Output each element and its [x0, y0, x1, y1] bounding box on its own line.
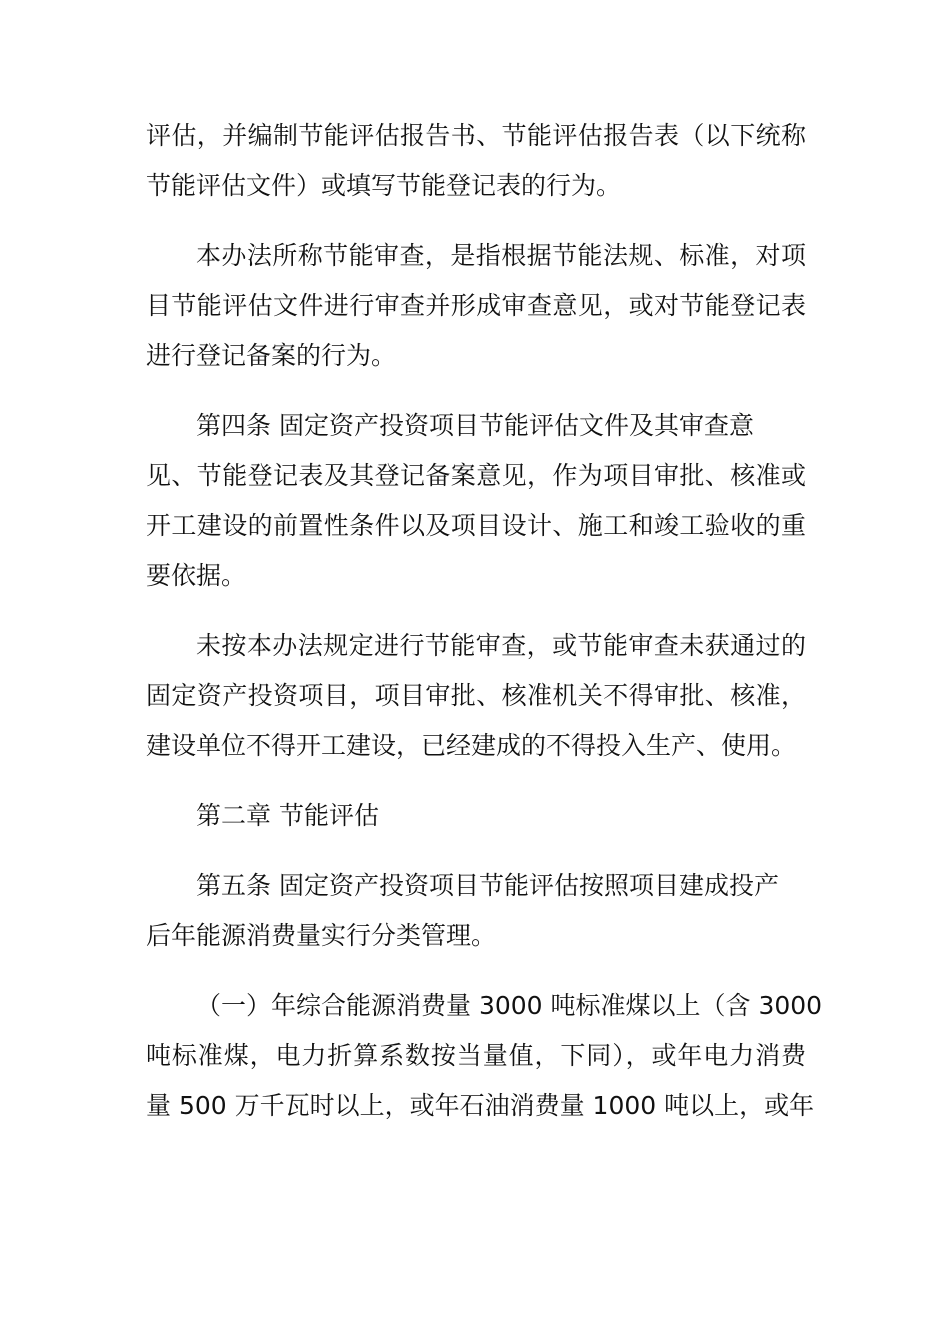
article-4-heading-line: 第四条 固定资产投资项目节能评估文件及其审查意	[196, 411, 754, 440]
text-line-5: 进行登记备案的行为。	[146, 341, 397, 370]
text-line-1: 评估，并编制节能评估报告书、节能评估报告表（以下统称	[146, 121, 806, 150]
text-line-17: 吨标准煤，电力折算系数按当量值，下同），或年电力消费	[146, 1041, 806, 1070]
text-line-7: 见、节能登记表及其登记备案意见，作为项目审批、核准或	[146, 461, 806, 490]
article-5-heading-line: 第五条 固定资产投资项目节能评估按照项目建成投产	[196, 871, 779, 900]
text-line-4: 目节能评估文件进行审查并形成审查意见，或对节能登记表	[146, 291, 806, 320]
text-line-3: 本办法所称节能审查，是指根据节能法规、标准，对项	[196, 241, 806, 270]
text-line-9: 要依据。	[146, 561, 247, 590]
text-line-15: 后年能源消费量实行分类管理。	[146, 921, 497, 950]
chapter-2-heading: 第二章 节能评估	[196, 801, 379, 830]
text-line-12: 建设单位不得开工建设，已经建成的不得投入生产、使用。	[146, 731, 797, 760]
text-line-11: 固定资产投资项目，项目审批、核准机关不得审批、核准，	[146, 681, 806, 710]
text-line-10: 未按本办法规定进行节能审查，或节能审查未获通过的	[196, 631, 806, 660]
text-line-16: （一）年综合能源消费量 3000 吨标准煤以上（含 3000	[196, 991, 823, 1020]
text-line-18: 量 500 万千瓦时以上，或年石油消费量 1000 吨以上，或年	[146, 1091, 815, 1120]
text-line-8: 开工建设的前置性条件以及项目设计、施工和竣工验收的重	[146, 511, 806, 540]
text-line-2: 节能评估文件）或填写节能登记表的行为。	[146, 171, 622, 200]
